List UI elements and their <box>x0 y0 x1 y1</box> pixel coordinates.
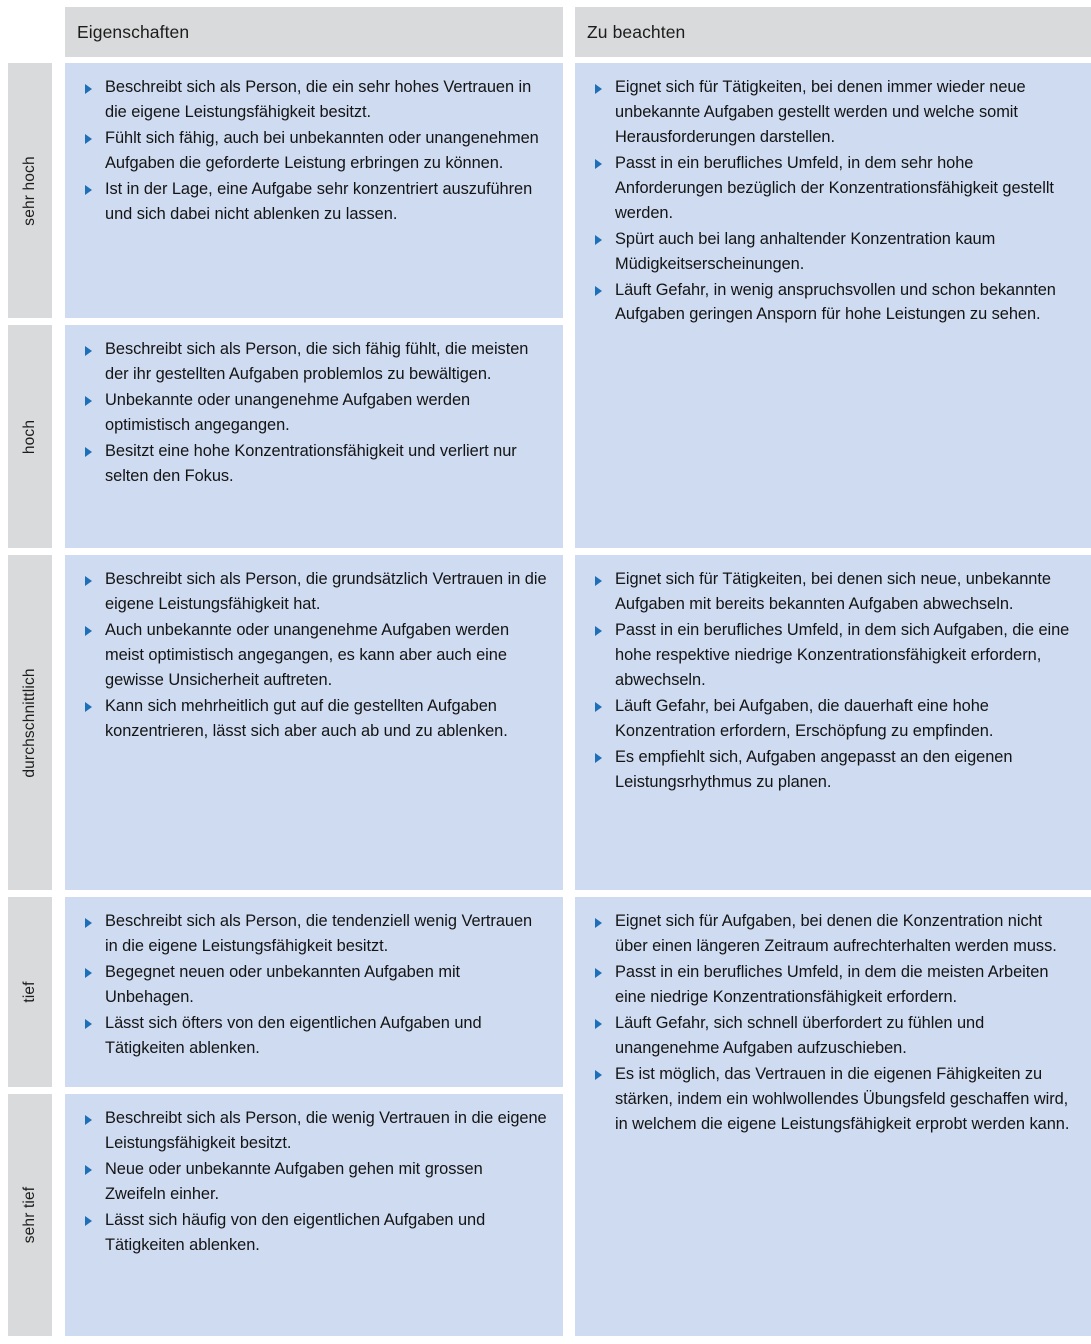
list-item-text: Begegnet neuen oder unbekannten Aufgaben mit Unbehagen. <box>105 962 461 1006</box>
properties-block-hoch <box>65 325 563 548</box>
bullet-arrow-icon <box>595 159 602 169</box>
bullet-arrow-icon <box>595 918 602 928</box>
list-item <box>79 126 547 176</box>
list-item <box>79 1208 547 1258</box>
level-label-durchschnittlich <box>8 555 52 890</box>
list-item-text: Spürt auch bei lang anhaltender Konzentration kaum Müdigkeitserscheinungen. <box>615 229 996 273</box>
bullet-arrow-icon <box>85 626 92 636</box>
list-item-text: Eignet sich für Tätigkeiten, bei denen sich neue, unbekannte Aufgaben mit bereits bekannten Aufgaben abwechseln. <box>615 570 1051 613</box>
list-item <box>589 745 1075 795</box>
bullet-list <box>575 897 1091 1147</box>
list-item <box>79 1157 547 1207</box>
list-item-text: Kann sich mehrheitlich gut auf die gestellten Aufgaben konzentrieren, lässt sich aber auch ab und zu ablenken. <box>105 696 508 740</box>
properties-block-sehr-hoch <box>65 63 563 318</box>
list-item <box>79 694 547 744</box>
list-item-text: Es empfiehlt sich, Aufgaben angepasst an den eigenen Leistungsrhythmus zu planen. <box>615 747 1013 791</box>
bullet-arrow-icon <box>85 1019 92 1029</box>
bullet-arrow-icon <box>85 396 92 406</box>
properties-block-tief <box>65 897 563 1087</box>
list-item-text: Es ist möglich, das Vertrauen in die eigenen Fähigkeiten zu stärken, indem ein wohlwollendes Übungsfeld geschaffen wird, in welchem die eigene Leistungsfähigkeit erprobt werden kann. <box>615 1064 1070 1133</box>
bullet-arrow-icon <box>85 447 92 457</box>
bullet-list <box>575 63 1091 338</box>
bullet-arrow-icon <box>85 185 92 195</box>
bullet-arrow-icon <box>595 235 602 245</box>
notes-block-sehr-hoch-hoch <box>575 63 1091 548</box>
bullet-arrow-icon <box>85 576 92 586</box>
level-label-hoch <box>8 325 52 548</box>
bullet-arrow-icon <box>85 1115 92 1125</box>
list-item-text: Passt in ein berufliches Umfeld, in dem sich Aufgaben, die eine hohe respektive niedrige Konzentrationsfähigkeit erfordern, abwechseln. <box>615 620 1070 689</box>
level-label-text: hoch <box>21 419 38 454</box>
list-item <box>589 151 1075 226</box>
list-item <box>589 694 1075 744</box>
level-label-text: durchschnittlich <box>21 667 38 778</box>
list-item-text: Eignet sich für Tätigkeiten, bei denen immer wieder neue unbekannte Aufgaben gestellt werden und welche somit Herausforderungen darstellen. <box>615 78 1026 146</box>
bullet-arrow-icon <box>595 1070 602 1080</box>
list-item <box>79 909 547 959</box>
list-item-text: Neue oder unbekannte Aufgaben gehen mit grossen Zweifeln einher. <box>105 1159 483 1203</box>
bullet-arrow-icon <box>595 626 602 636</box>
list-item <box>79 439 547 489</box>
list-item <box>79 75 547 125</box>
bullet-arrow-icon <box>85 346 92 356</box>
list-item-text: Läuft Gefahr, sich schnell überfordert zu fühlen und unangenehme Aufgaben aufzuschieben. <box>615 1013 985 1057</box>
bullet-arrow-icon <box>85 918 92 928</box>
bullet-arrow-icon <box>85 134 92 144</box>
bullet-arrow-icon <box>85 968 92 978</box>
list-item <box>79 1106 547 1156</box>
list-item-text: Unbekannte oder unangenehme Aufgaben werden optimistisch angegangen. <box>105 390 471 434</box>
bullet-arrow-icon <box>595 753 602 763</box>
list-item <box>79 618 547 693</box>
bullet-list <box>65 1094 563 1269</box>
properties-block-sehr-tief <box>65 1094 563 1336</box>
bullet-arrow-icon <box>595 576 602 586</box>
bullet-arrow-icon <box>85 84 92 94</box>
level-label-text: sehr hoch <box>21 155 38 226</box>
list-item-text: Besitzt eine hohe Konzentrationsfähigkeit und verliert nur selten den Fokus. <box>105 441 517 485</box>
list-item <box>589 567 1075 617</box>
list-item <box>589 227 1075 277</box>
bullet-list <box>575 555 1091 805</box>
list-item <box>79 177 547 227</box>
list-item <box>589 909 1075 959</box>
level-label-text: sehr tief <box>21 1186 38 1244</box>
column-header-label-left: Eigenschaften <box>77 21 190 42</box>
bullet-arrow-icon <box>595 702 602 712</box>
list-item <box>589 278 1075 328</box>
bullet-arrow-icon <box>85 1216 92 1226</box>
list-item <box>589 1062 1075 1137</box>
list-item <box>79 567 547 617</box>
column-header-label-right: Zu beachten <box>587 21 686 42</box>
list-item-text: Auch unbekannte oder unangenehme Aufgaben werden meist optimistisch angegangen, es kann aber auch eine gewisse Unsicherheit auftreten. <box>105 620 510 689</box>
bullet-list <box>65 63 563 238</box>
list-item-text: Passt in ein berufliches Umfeld, in dem die meisten Arbeiten eine niedrige Konzentrationsfähigkeit erfordern. <box>615 962 1049 1006</box>
list-item-text: Läuft Gefahr, in wenig anspruchsvollen und schon bekannten Aufgaben geringen Ansporn für hohe Leistungen zu sehen. <box>615 280 1056 324</box>
level-label-sehr-tief <box>8 1094 52 1336</box>
list-item <box>589 1011 1075 1061</box>
list-item <box>79 960 547 1010</box>
properties-block-durchschnittlich <box>65 555 563 890</box>
list-item-text: Ist in der Lage, eine Aufgabe sehr konzentriert auszuführen und sich dabei nicht ablenken zu lassen. <box>105 179 533 223</box>
list-item-text: Fühlt sich fähig, auch bei unbekannten oder unangenehmen Aufgaben die geforderte Leistung erbringen zu können. <box>105 128 539 172</box>
bullet-arrow-icon <box>85 1165 92 1175</box>
bullet-arrow-icon <box>595 84 602 94</box>
bullet-arrow-icon <box>595 1019 602 1029</box>
list-item-text: Beschreibt sich als Person, die sich fähig fühlt, die meisten der ihr gestellten Aufgaben problemlos zu bewältigen. <box>105 340 529 383</box>
list-item <box>79 337 547 387</box>
level-label-sehr-hoch <box>8 63 52 318</box>
list-item-text: Beschreibt sich als Person, die wenig Vertrauen in die eigene Leistungsfähigkeit besitzt. <box>105 1109 547 1152</box>
notes-block-tief-sehr-tief <box>575 897 1091 1336</box>
notes-block-durchschnittlich <box>575 555 1091 890</box>
list-item-text: Lässt sich häufig von den eigentlichen Aufgaben und Tätigkeiten ablenken. <box>105 1210 486 1254</box>
level-label-text: tief <box>21 981 38 1003</box>
list-item-text: Beschreibt sich als Person, die ein sehr hohes Vertrauen in die eigene Leistungsfähigkeit besitzt. <box>105 78 532 121</box>
list-item-text: Beschreibt sich als Person, die grundsätzlich Vertrauen in die eigene Leistungsfähigkeit hat. <box>105 570 547 613</box>
list-item-text: Lässt sich öfters von den eigentlichen Aufgaben und Tätigkeiten ablenken. <box>105 1013 482 1057</box>
bullet-arrow-icon <box>595 286 602 296</box>
bullet-list <box>65 325 563 500</box>
list-item-text: Läuft Gefahr, bei Aufgaben, die dauerhaft eine hohe Konzentration erfordern, Erschöpfung zu empfinden. <box>615 696 994 740</box>
column-header-zu-beachten <box>575 7 1091 57</box>
level-label-tief <box>8 897 52 1087</box>
list-item-text: Passt in ein berufliches Umfeld, in dem sehr hohe Anforderungen bezüglich der Konzentrationsfähigkeit gestellt werden. <box>615 153 1054 222</box>
list-item <box>79 1011 547 1061</box>
list-item <box>589 960 1075 1010</box>
bullet-list <box>65 555 563 755</box>
bullet-list <box>65 897 563 1072</box>
column-header-eigenschaften <box>65 7 563 57</box>
list-item <box>79 388 547 438</box>
bullet-arrow-icon <box>595 968 602 978</box>
list-item-text: Eignet sich für Aufgaben, bei denen die Konzentration nicht über einen längeren Zeitraum aufrechterhalten werden muss. <box>615 912 1057 955</box>
list-item <box>589 618 1075 693</box>
bullet-arrow-icon <box>85 702 92 712</box>
list-item <box>589 75 1075 150</box>
list-item-text: Beschreibt sich als Person, die tendenziell wenig Vertrauen in die eigene Leistungsfähigkeit besitzt. <box>105 912 533 955</box>
